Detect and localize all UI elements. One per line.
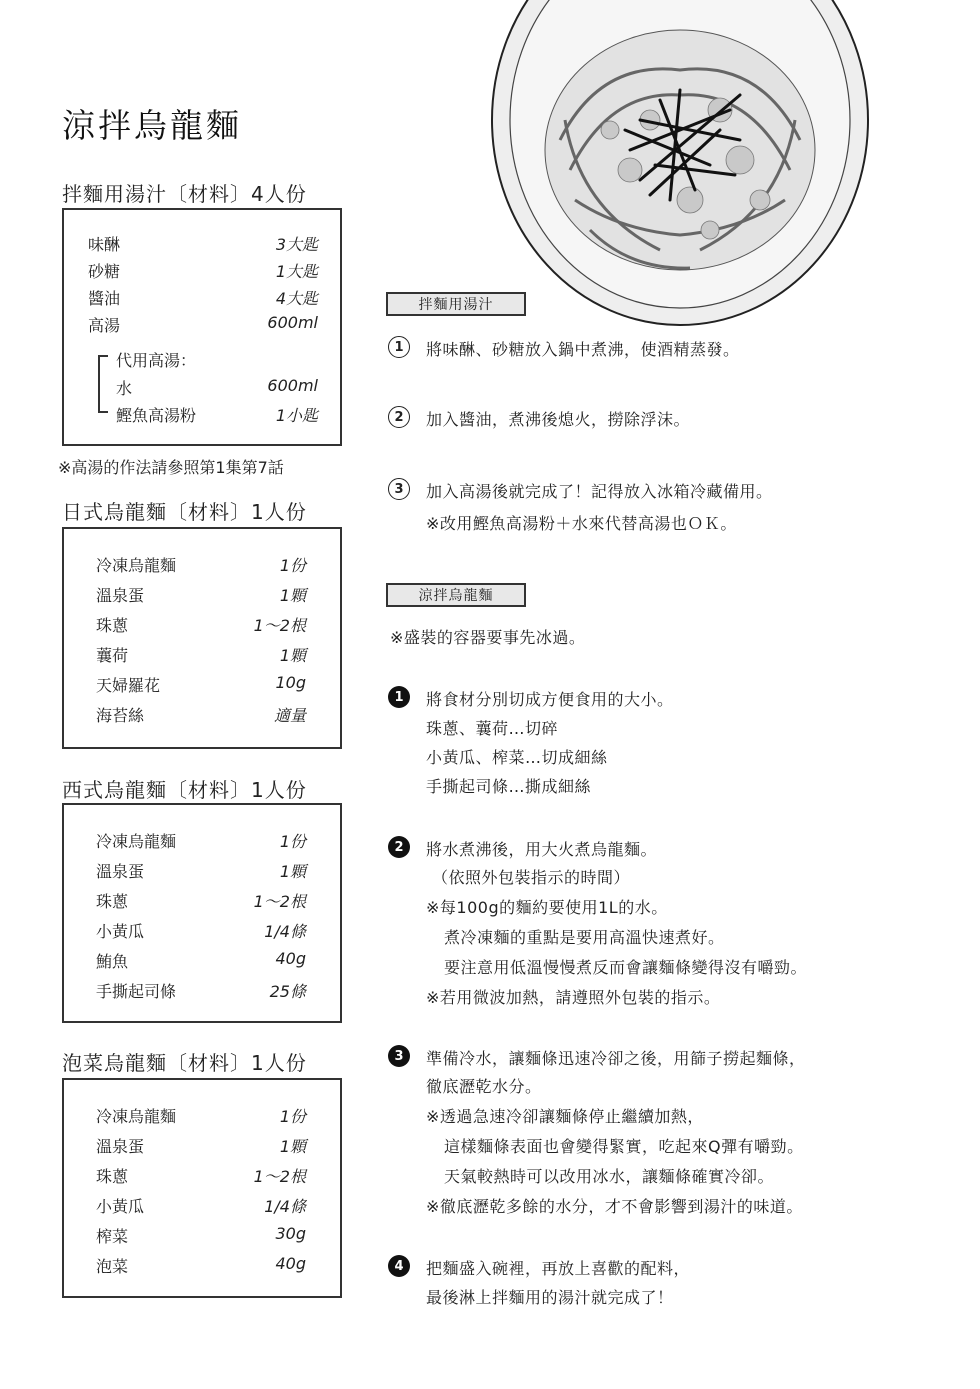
sauce-ingredients-box [62, 208, 342, 446]
ingredient-name: 手撕起司條 [96, 982, 177, 1001]
ingredient-name: 冷凍烏龍麵 [96, 832, 177, 851]
western-style-heading: 西式烏龍麵〔材料〕1人份 [62, 778, 307, 802]
step-number-badge: 3 [388, 1045, 410, 1067]
ingredient-name: 小黃瓜 [96, 922, 145, 941]
ingredient-qty: 600ml [267, 313, 318, 332]
ingredient-name: 珠蔥 [96, 892, 129, 911]
step-text: 這樣麵條表面也會變得緊實，吃起來Q彈有嚼勁。 [444, 1137, 804, 1156]
ingredient-qty: 1份 [279, 556, 306, 575]
step-text: ※透過急速冷卻讓麵條停止繼續加熱， [426, 1107, 704, 1126]
ingredient-qty: 1/4條 [264, 922, 306, 941]
step-text: 小黃瓜、榨菜…切成細絲 [426, 748, 608, 767]
noodle-steps-tag: 涼拌烏龍麵 [386, 583, 526, 607]
step-text: ※徹底瀝乾多餘的水分，才不會影響到湯汁的味道。 [426, 1197, 803, 1216]
kimchi-style-heading: 泡菜烏龍麵〔材料〕1人份 [62, 1051, 307, 1075]
step-text: 將食材分別切成方便食用的大小。 [426, 690, 674, 709]
step-text: 煮冷凍麵的重點是要用高溫快速煮好。 [444, 928, 725, 947]
ingredient-qty: 1顆 [279, 862, 306, 881]
kimchi-style-ingredients-box [62, 1078, 342, 1298]
step-text: 徹底瀝乾水分。 [426, 1077, 542, 1096]
substitute-label-text: 代用高湯： [116, 351, 197, 370]
ingredient-name: 海苔絲 [96, 706, 145, 725]
step-text: 將水煮沸後，用大火煮烏龍麵。 [426, 840, 658, 859]
ingredient-name: 味醂 [88, 235, 121, 254]
ingredient-name: 冷凍烏龍麵 [96, 1107, 177, 1126]
step-text: 將味醂、砂糖放入鍋中煮沸，使酒精蒸發。 [426, 340, 740, 359]
japanese-style-heading: 日式烏龍麵〔材料〕1人份 [62, 500, 307, 524]
japanese-style-ingredients-box [62, 527, 342, 749]
step-text: 加入高湯後就完成了！記得放入冰箱冷藏備用。 [426, 482, 773, 501]
ingredient-name: 榨菜 [96, 1227, 129, 1246]
sauce-steps-tag: 拌麵用湯汁 [386, 292, 526, 316]
ingredient-qty: 適量 [273, 706, 306, 725]
step-number-badge: 2 [388, 836, 410, 858]
dashi-footnote: ※高湯的作法請參照第1集第7話 [58, 458, 284, 477]
step-number-badge: 1 [388, 686, 410, 708]
step-text: 珠蔥、蘘荷…切碎 [426, 719, 559, 738]
western-style-ingredients-box [62, 803, 342, 1023]
ingredient-qty: 1份 [279, 1107, 306, 1126]
step-text: ※每100g的麵約要使用1L的水。 [426, 898, 668, 917]
step-text: 天氣較熱時可以改用冰水，讓麵條確實冷卻。 [444, 1167, 775, 1186]
ingredient-qty: 1～2根 [253, 892, 306, 911]
ingredient-qty: 1顆 [279, 1137, 306, 1156]
ingredient-qty: 10g [275, 673, 306, 692]
step-text: 要注意用低溫慢慢煮反而會讓麵條變得沒有嚼勁。 [444, 958, 808, 977]
step-text: ※若用微波加熱，請遵照外包裝的指示。 [426, 988, 721, 1007]
ingredient-qty: 40g [275, 1254, 306, 1273]
chill-bowl-note: ※盛裝的容器要事先冰過。 [390, 628, 586, 647]
step-number-badge: 1 [388, 336, 410, 358]
ingredient-qty: 1顆 [279, 646, 306, 665]
ingredient-qty: 30g [275, 1224, 306, 1243]
ingredient-name: 珠蔥 [96, 616, 129, 635]
ingredient-name: 蘘荷 [96, 646, 129, 665]
ingredient-qty: 1份 [279, 832, 306, 851]
ingredient-qty: 1～2根 [253, 616, 306, 635]
ingredient-qty: 4大匙 [275, 289, 318, 308]
ingredient-name: 水 [116, 379, 133, 398]
ingredient-name: 鰹魚高湯粉 [116, 406, 197, 425]
ingredient-name: 溫泉蛋 [96, 586, 145, 605]
step-text: 最後淋上拌麵用的湯汁就完成了！ [426, 1288, 674, 1307]
step-text: 準備冷水，讓麵條迅速冷卻之後，用篩子撈起麵條， [426, 1049, 806, 1068]
step-number-badge: 4 [388, 1255, 410, 1277]
ingredient-qty: 1顆 [279, 586, 306, 605]
step-text: 把麵盛入碗裡，再放上喜歡的配料， [426, 1259, 691, 1278]
ingredient-qty: 1/4條 [264, 1197, 306, 1216]
ingredient-name: 醬油 [88, 289, 121, 308]
ingredient-qty: 1小匙 [275, 406, 318, 425]
ingredient-qty: 1～2根 [253, 1167, 306, 1186]
ingredient-name: 砂糖 [88, 262, 121, 281]
ingredient-name: 冷凍烏龍麵 [96, 556, 177, 575]
udon-bowl-illustration [480, 0, 880, 330]
ingredient-name: 珠蔥 [96, 1167, 129, 1186]
ingredient-name: 高湯 [88, 316, 121, 335]
ingredient-name: 泡菜 [96, 1257, 129, 1276]
ingredient-qty: 3大匙 [275, 235, 318, 254]
ingredient-name: 溫泉蛋 [96, 1137, 145, 1156]
substitute-bracket [98, 355, 108, 413]
ingredient-qty: 40g [275, 949, 306, 968]
step-number-badge: 2 [388, 406, 410, 428]
ingredient-qty: 25條 [269, 982, 306, 1001]
sauce-ingredients-heading: 拌麵用湯汁〔材料〕4人份 [62, 182, 307, 206]
ingredient-name: 溫泉蛋 [96, 862, 145, 881]
step-text: 手撕起司條…撕成細絲 [426, 777, 592, 796]
step-text: 加入醬油，煮沸後熄火，撈除浮沫。 [426, 410, 691, 429]
ingredient-qty: 1大匙 [275, 262, 318, 281]
step-text: （依照外包裝指示的時間） [432, 868, 631, 887]
ingredient-name: 小黃瓜 [96, 1197, 145, 1216]
ingredient-qty: 600ml [267, 376, 318, 395]
step-text: ※改用鰹魚高湯粉＋水來代替高湯也ＯＫ。 [426, 514, 737, 533]
ingredient-name: 鮪魚 [96, 952, 129, 971]
ingredient-name: 天婦羅花 [96, 676, 161, 695]
page-title: 涼拌烏龍麵 [62, 106, 242, 145]
step-number-badge: 3 [388, 478, 410, 500]
